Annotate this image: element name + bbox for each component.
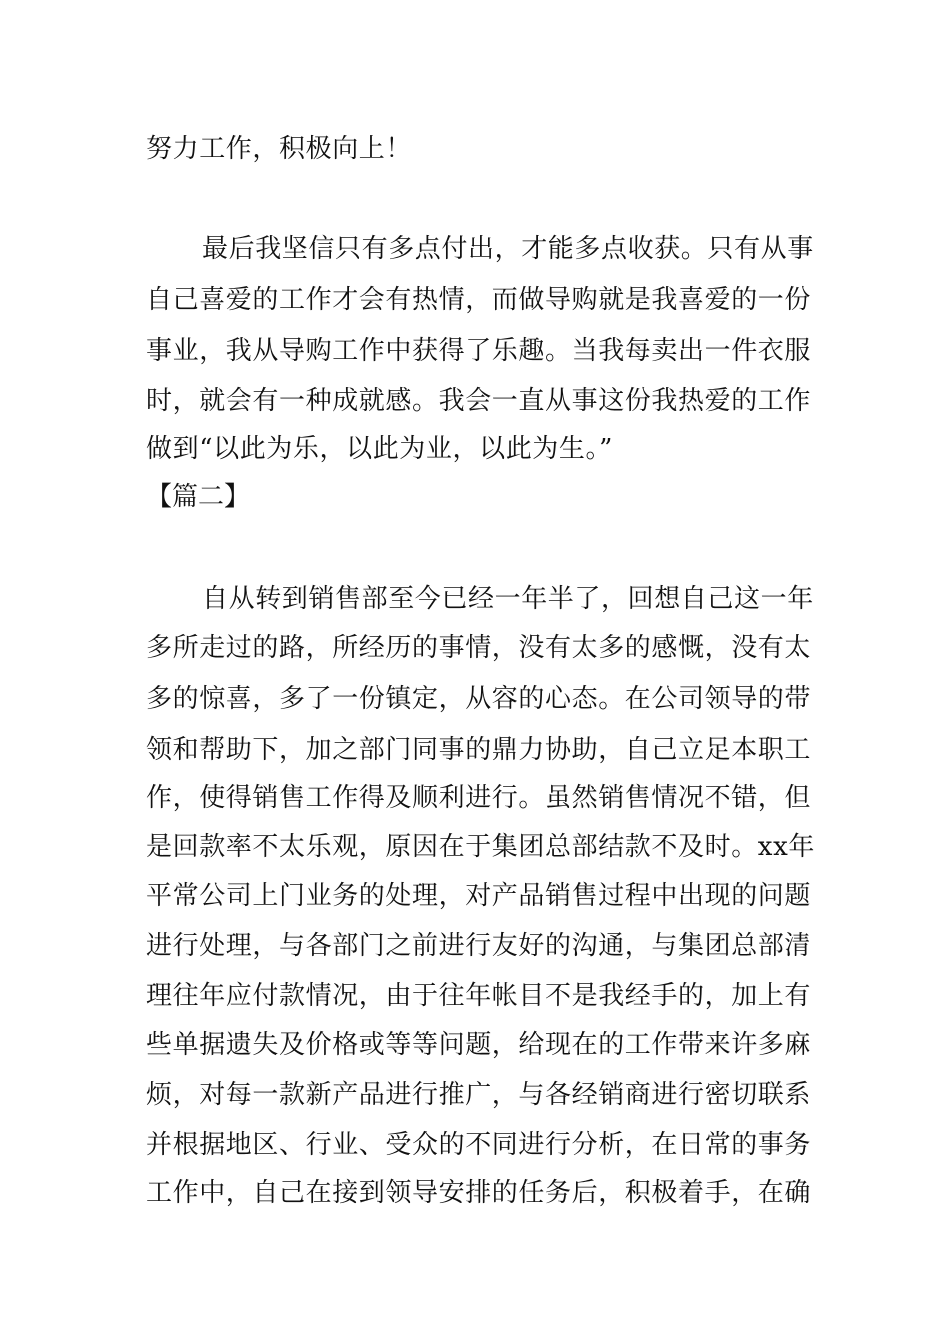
paragraph-line: 做到“以此为乐，以此为业，以此为生。” xyxy=(146,434,613,464)
paragraph-line: 多所走过的路，所经历的事情，没有太多的感慨，没有太 xyxy=(146,633,812,663)
paragraph-line: 时，就会有一种成就感。我会一直从事这份我热爱的工作 xyxy=(146,386,812,416)
paragraph-line: 工作中，自己在接到领导安排的任务后，积极着手，在确 xyxy=(146,1178,812,1208)
paragraph-line: 领和帮助下，加之部门同事的鼎力协助，自己立足本职工 xyxy=(146,735,812,765)
paragraph-line: 是回款率不太乐观，原因在于集团总部结款不及时。xx年 xyxy=(146,832,815,862)
paragraph-line: 作，使得销售工作得及顺利进行。虽然销售情况不错，但 xyxy=(146,783,812,813)
paragraph-line: 些单据遗失及价格或等等问题，给现在的工作带来许多麻 xyxy=(146,1030,812,1060)
paragraph-line: 自己喜爱的工作才会有热情，而做导购就是我喜爱的一份 xyxy=(146,285,812,315)
text-line: 努力工作，积极向上！ xyxy=(146,134,413,164)
paragraph-line: 最后我坚信只有多点付出，才能多点收获。只有从事 xyxy=(202,234,814,264)
paragraph-line: 并根据地区、行业、受众的不同进行分析，在日常的事务 xyxy=(146,1130,812,1160)
section-heading: 【篇二】 xyxy=(146,482,251,512)
paragraph-line: 进行处理，与各部门之前进行友好的沟通，与集团总部清 xyxy=(146,931,812,961)
paragraph-line: 多的惊喜，多了一份镇定，从容的心态。在公司领导的带 xyxy=(146,684,812,714)
paragraph-line: 事业，我从导购工作中获得了乐趣。当我每卖出一件衣服 xyxy=(146,336,812,366)
paragraph-line: 平常公司上门业务的处理，对产品销售过程中出现的问题 xyxy=(146,881,812,911)
paragraph-line: 自从转到销售部至今已经一年半了，回想自己这一年 xyxy=(202,584,814,614)
paragraph-line: 烦，对每一款新产品进行推广，与各经销商进行密切联系 xyxy=(146,1080,812,1110)
paragraph-line: 理往年应付款情况，由于往年帐目不是我经手的，加上有 xyxy=(146,981,812,1011)
